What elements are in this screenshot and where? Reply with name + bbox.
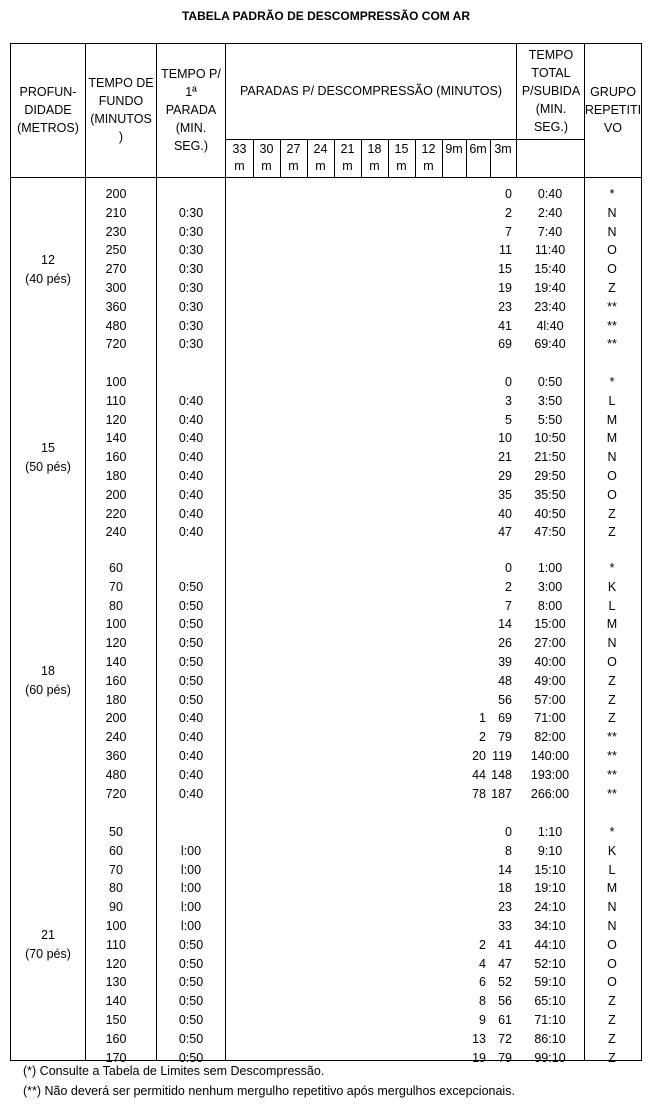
total-ascent-time-cell: 40:00 [534, 655, 566, 669]
stop-depth-label: 3m [494, 142, 512, 156]
repetitive-group-cell: * [609, 825, 615, 839]
stop-6m-cell: 2 [479, 937, 486, 952]
stop-depth-label: 24 m [313, 142, 328, 173]
repetitive-group-cell: O [607, 487, 617, 502]
total-ascent-time-cell: 59:10 [534, 975, 566, 990]
bottom-time-cell: 110 [106, 937, 126, 952]
total-ascent-time-cell: 11:40 [534, 243, 566, 258]
first-stop-time-cell: 0:50 [178, 1031, 204, 1046]
first-stop-time-cell: 0:50 [178, 692, 204, 707]
bottom-time-cell: 100 [105, 919, 127, 933]
repetitive-group-cell: K [607, 843, 617, 858]
bottom-time-cell: 80 [109, 881, 123, 896]
total-ascent-time-cell: 3:00 [537, 579, 563, 594]
repetitive-group-cell: Z [608, 711, 616, 726]
first-stop-time-cell: 0:50 [178, 636, 204, 651]
total-ascent-time-cell: 15:10 [534, 862, 566, 877]
repetitive-group-cell: M [606, 431, 618, 446]
total-ascent-time-cell: 27:00 [534, 636, 566, 651]
bottom-time-cell: 360 [105, 299, 127, 314]
first-stop-time-cell: 0:50 [178, 1050, 204, 1065]
total-ascent-time-cell: 49:00 [534, 673, 566, 688]
total-ascent-time-cell: 69:40 [534, 337, 566, 352]
repetitive-group-cell: N [607, 636, 617, 651]
stop-3m-cell: 2 [505, 579, 512, 594]
repetitive-group-cell: Z [608, 1013, 616, 1027]
bottom-time-cell: 70 [109, 862, 123, 877]
bottom-time-cell: 140 [105, 431, 127, 446]
stop-6m-cell: 4 [479, 956, 486, 971]
stop-6m-cell: 2 [479, 730, 486, 745]
repetitive-group-cell: N [607, 205, 617, 220]
depth-feet: (70 pés) [25, 947, 71, 962]
first-stop-time-cell: l:00 [180, 900, 202, 915]
bottom-time-cell: 220 [105, 506, 127, 521]
stop-6m-cell: 1 [479, 711, 486, 726]
column-line [156, 43, 157, 1060]
bottom-time-cell: 80 [109, 598, 123, 613]
stop-3m-cell: 79 [498, 730, 512, 745]
stop-6m-cell: 9 [479, 1013, 486, 1027]
bottom-time-cell: 480 [105, 318, 127, 333]
stop-3m-cell: 52 [498, 975, 512, 990]
repetitive-group-cell: ** [607, 318, 617, 333]
repetitive-group-cell: Z [608, 1050, 616, 1065]
total-ascent-time-cell: 10:50 [534, 431, 566, 446]
stop-6m-cell: 13 [472, 1031, 486, 1046]
stop-3m-cell: 35 [498, 487, 512, 502]
bottom-time-cell: 100 [105, 617, 127, 632]
first-stop-time-cell: 0:50 [178, 1013, 204, 1027]
stop-depth-label: 27 m [286, 142, 301, 173]
bottom-time-cell: 180 [105, 692, 127, 707]
stop-3m-cell: 40 [498, 506, 512, 521]
total-ascent-time-cell: 3:50 [537, 393, 563, 408]
stop-3m-cell: 14 [498, 862, 512, 877]
total-ascent-time-cell: 9:10 [537, 843, 563, 858]
repetitive-group-cell: Z [608, 525, 616, 540]
bottom-time-cell: 240 [105, 730, 127, 745]
first-stop-time-cell: 0:50 [178, 956, 204, 971]
repetitive-group-cell: ** [607, 337, 617, 352]
stop-3m-cell: 39 [498, 655, 512, 669]
repetitive-group-cell: ** [607, 299, 617, 314]
bottom-time-cell: 200 [105, 187, 127, 201]
total-ascent-time-cell: 99:10 [534, 1050, 566, 1065]
bottom-time-cell: 110 [106, 393, 126, 408]
first-stop-time-cell: 0:40 [178, 431, 204, 446]
repetitive-group-cell: O [607, 469, 617, 483]
first-stop-time-cell: 0:50 [178, 994, 204, 1009]
column-line [10, 43, 11, 1060]
repetitive-group-cell: M [606, 881, 618, 896]
decompression-table [10, 43, 642, 1065]
depth-meters: 21 [41, 928, 55, 943]
first-stop-time-cell: 0:40 [178, 767, 204, 782]
total-ascent-time-cell: 8:00 [537, 598, 563, 613]
first-stop-time-cell: 0:40 [178, 487, 204, 502]
repetitive-group-cell: K [607, 579, 617, 594]
header-bottom-line [10, 177, 642, 178]
repetitive-group-cell: L [608, 862, 616, 877]
total-ascent-time-cell: 44:10 [534, 937, 566, 952]
first-stop-time-cell: 0:50 [178, 579, 204, 594]
bottom-time-cell: 160 [105, 1031, 127, 1046]
first-stop-time-cell: 0:30 [178, 205, 204, 220]
total-ascent-time-cell: 15:40 [534, 262, 566, 277]
total-ascent-time-cell: 5:50 [537, 412, 563, 427]
column-line [516, 43, 517, 177]
bottom-time-cell: 240 [105, 525, 127, 540]
column-line [641, 43, 642, 1060]
bottom-time-cell: 120 [105, 956, 127, 971]
stop-6m-cell: 20 [472, 749, 486, 763]
bottom-time-cell: 720 [105, 337, 127, 352]
total-ascent-time-cell: 35:50 [534, 487, 566, 502]
total-ascent-time-cell: 52:10 [534, 956, 566, 971]
repetitive-group-cell: L [608, 393, 616, 408]
total-ascent-time-cell: 40:50 [534, 506, 566, 521]
stop-3m-cell: 33 [498, 919, 512, 933]
total-ascent-time-cell: 34:10 [534, 919, 566, 933]
stop-3m-cell: 56 [498, 994, 512, 1009]
first-stop-time-cell: 0:30 [178, 281, 204, 295]
column-line [584, 43, 585, 1060]
total-ascent-time-cell: 71:00 [534, 711, 566, 726]
total-ascent-time-cell: 7:40 [537, 224, 563, 239]
first-stop-time-cell: 0:30 [178, 224, 204, 239]
bottom-time-cell: 140 [105, 655, 127, 669]
stop-3m-cell: 23 [498, 900, 512, 915]
total-ascent-time-cell: 1:00 [537, 561, 563, 575]
repetitive-group-cell: N [607, 919, 617, 933]
first-stop-time-cell: 0:40 [178, 786, 204, 801]
repetitive-group-cell: ** [607, 767, 617, 782]
depth-meters: 12 [41, 252, 55, 267]
stop-depth-label: 6m [469, 142, 487, 156]
column-line [225, 43, 226, 1060]
first-stop-time-cell: 0:40 [178, 412, 204, 427]
first-stop-time-cell: 0:30 [178, 243, 204, 258]
footnote-2: (**) Não deverá ser permitido nenhum mergulho repetitivo após mergulhos excepcionais. [23, 1084, 515, 1098]
bottom-time-cell: 120 [105, 412, 127, 427]
total-ascent-time-cell: 57:00 [534, 692, 566, 707]
stop-3m-cell: 47 [498, 956, 512, 971]
header-tempo-primeira-parada: TEMPO P/ 1ª PARADA (MIN. SEG.) [161, 67, 221, 153]
repetitive-group-cell: M [606, 617, 618, 632]
total-ascent-time-cell: 86:10 [534, 1031, 566, 1046]
first-stop-time-cell: 0:40 [178, 711, 204, 726]
total-ascent-time-cell: 65:10 [534, 994, 566, 1009]
total-ascent-time-cell: 21:50 [534, 450, 566, 465]
bottom-time-cell: 90 [109, 900, 123, 915]
stop-3m-cell: 5 [505, 412, 512, 427]
repetitive-group-cell: Z [608, 1031, 616, 1046]
repetitive-group-cell: N [607, 224, 617, 239]
total-ascent-time-cell: 24:10 [534, 900, 566, 915]
bottom-time-cell: 60 [109, 561, 123, 575]
first-stop-time-cell: 0:30 [178, 318, 204, 333]
bottom-time-cell: 60 [109, 843, 123, 858]
repetitive-group-cell: Z [608, 673, 616, 688]
header-profundidade: PROFUN- DIDADE (METROS) [17, 85, 79, 135]
total-ascent-time-cell: 19:10 [534, 881, 566, 896]
stop-6m-cell: 44 [472, 767, 486, 782]
stop-depth-label: 12 m [421, 142, 436, 173]
header-paradas: PARADAS P/ DESCOMPRESSÃO (MINUTOS) [239, 84, 503, 98]
bottom-time-cell: 250 [105, 243, 127, 258]
bottom-time-cell: 140 [105, 994, 127, 1009]
first-stop-time-cell: 0:30 [178, 337, 204, 352]
repetitive-group-cell: O [607, 262, 617, 277]
repetitive-group-cell: L [608, 598, 616, 613]
stop-depth-label: 30 m [259, 142, 274, 173]
depth-feet: (40 pés) [25, 271, 71, 286]
bottom-time-cell: 210 [105, 205, 127, 220]
stop-3m-cell: 47 [498, 525, 512, 540]
bottom-time-cell: 120 [105, 636, 127, 651]
first-stop-time-cell: 0:50 [178, 975, 204, 990]
stop-3m-cell: 119 [492, 749, 512, 763]
bottom-time-cell: 160 [105, 450, 127, 465]
bottom-time-cell: 230 [105, 224, 127, 239]
first-stop-time-cell: 0:40 [178, 730, 204, 745]
repetitive-group-cell: O [607, 655, 617, 669]
stop-3m-cell: 18 [498, 881, 512, 896]
stop-depth-label: 21 m [340, 142, 355, 173]
total-ascent-time-cell: 19:40 [534, 281, 566, 295]
repetitive-group-cell: Z [608, 506, 616, 521]
first-stop-time-cell: 0:40 [178, 749, 204, 763]
stop-3m-cell: 56 [498, 692, 512, 707]
stop-3m-cell: 0 [505, 375, 512, 389]
stop-3m-cell: 0 [505, 561, 512, 575]
first-stop-time-cell: l:00 [180, 843, 202, 858]
depth-feet: (50 pés) [25, 459, 71, 474]
stop-3m-cell: 19 [498, 281, 512, 295]
first-stop-time-cell: l:00 [180, 881, 202, 896]
bottom-time-cell: 360 [105, 749, 127, 763]
bottom-time-cell: 480 [105, 767, 127, 782]
stop-3m-cell: 7 [505, 598, 512, 613]
stop-3m-cell: 23 [498, 299, 512, 314]
total-ascent-time-cell: 82:00 [534, 730, 566, 745]
stop-3m-cell: 0 [505, 825, 512, 839]
total-ascent-time-cell: 23:40 [534, 299, 566, 314]
header-tempo-total: TEMPO TOTAL P/SUBIDA (MIN. SEG.) [521, 48, 581, 134]
stop-6m-cell: 19 [472, 1050, 486, 1065]
repetitive-group-cell: Z [608, 994, 616, 1009]
stop-6m-cell: 78 [472, 786, 486, 801]
stop-3m-cell: 187 [491, 786, 512, 801]
stop-3m-cell: 69 [498, 711, 512, 726]
bottom-time-cell: 160 [105, 673, 127, 688]
bottom-time-cell: 130 [105, 975, 127, 990]
stop-3m-cell: 2 [505, 205, 512, 220]
total-ascent-time-cell: 193:00 [530, 767, 570, 782]
stop-depth-label: 18 m [367, 142, 382, 173]
bottom-time-cell: 70 [109, 579, 123, 594]
stop-3m-cell: 8 [505, 843, 512, 858]
repetitive-group-cell: N [607, 450, 617, 465]
total-ascent-time-cell: 266:00 [530, 786, 570, 801]
bottom-time-cell: 150 [105, 1013, 127, 1027]
first-stop-time-cell: 0:50 [178, 655, 204, 669]
first-stop-time-cell: 0:30 [178, 262, 204, 277]
total-ascent-time-cell: 15:00 [534, 617, 566, 632]
first-stop-time-cell: 0:40 [178, 525, 204, 540]
bottom-time-cell: 200 [105, 487, 127, 502]
stop-3m-cell: 0 [505, 187, 512, 201]
repetitive-group-cell: * [609, 187, 615, 201]
repetitive-group-cell: * [609, 561, 615, 575]
total-ascent-time-cell: 1:10 [537, 825, 563, 839]
first-stop-time-cell: 0:50 [178, 673, 204, 688]
stop-3m-cell: 41 [498, 318, 512, 333]
total-ascent-time-cell: 140:00 [530, 749, 570, 763]
bottom-time-cell: 180 [105, 469, 127, 483]
repetitive-group-cell: ** [607, 749, 617, 763]
stop-depth-label: 15 m [394, 142, 409, 173]
total-ascent-time-cell: 4l:40 [536, 318, 564, 333]
total-ascent-time-cell: 2:40 [537, 205, 563, 220]
stop-3m-cell: 72 [498, 1031, 512, 1046]
repetitive-group-cell: O [607, 975, 617, 990]
stop-3m-cell: 148 [491, 767, 512, 782]
first-stop-time-cell: l:00 [180, 862, 202, 877]
bottom-time-cell: 300 [105, 281, 127, 295]
header-grupo: GRUPO REPETITI VO [584, 85, 642, 135]
first-stop-time-cell: l:00 [180, 919, 202, 933]
repetitive-group-cell: ** [607, 730, 617, 745]
first-stop-time-cell: 0:50 [178, 617, 204, 632]
first-stop-time-cell: 0:40 [178, 506, 204, 521]
repetitive-group-cell: ** [607, 786, 617, 801]
stop-3m-cell: 14 [498, 617, 512, 632]
depth-feet: (60 pés) [25, 683, 71, 698]
first-stop-time-cell: 0:40 [178, 393, 204, 408]
stop-3m-cell: 61 [498, 1013, 512, 1027]
stop-3m-cell: 21 [498, 450, 512, 465]
stop-3m-cell: 26 [498, 636, 512, 651]
depth-meters: 18 [41, 664, 55, 679]
repetitive-group-cell: O [607, 937, 617, 952]
depth-meters: 15 [41, 440, 55, 455]
column-line [85, 43, 86, 1060]
header-tempo-fundo: TEMPO DE FUNDO (MINUTOS ) [88, 76, 154, 144]
stop-3m-cell: 48 [498, 673, 512, 688]
repetitive-group-cell: Z [608, 692, 616, 707]
total-ascent-time-cell: 71:10 [534, 1013, 566, 1027]
total-ascent-time-cell: 0:50 [537, 375, 563, 389]
stop-3m-cell: 11 [499, 243, 512, 258]
repetitive-group-cell: * [609, 375, 615, 389]
stop-3m-cell: 69 [498, 337, 512, 352]
total-ascent-time-cell: 29:50 [534, 469, 566, 483]
total-ascent-time-cell: 0:40 [537, 187, 563, 201]
stop-3m-cell: 29 [498, 469, 512, 483]
stop-3m-cell: 3 [505, 393, 512, 408]
bottom-time-cell: 200 [105, 711, 127, 726]
bottom-time-cell: 50 [109, 825, 123, 839]
repetitive-group-cell: N [607, 900, 617, 915]
stop-3m-cell: 7 [505, 224, 512, 239]
stop-3m-cell: 15 [498, 262, 512, 277]
repetitive-group-cell: Z [608, 281, 616, 295]
first-stop-time-cell: 0:40 [178, 450, 204, 465]
repetitive-group-cell: O [607, 243, 617, 258]
stop-3m-cell: 41 [498, 937, 512, 952]
stop-depth-label: 33 m [232, 142, 247, 173]
bottom-time-cell: 720 [105, 786, 127, 801]
stop-depth-label: 9m [445, 142, 463, 156]
first-stop-time-cell: 0:30 [178, 299, 204, 314]
first-stop-time-cell: 0:50 [178, 598, 204, 613]
footnote-1: (*) Consulte a Tabela de Limites sem Descompressão. [23, 1064, 325, 1078]
first-stop-time-cell: 0:50 [178, 937, 204, 952]
stop-6m-cell: 6 [479, 975, 486, 990]
bottom-time-cell: 100 [105, 375, 127, 389]
stop-3m-cell: 10 [498, 431, 512, 446]
total-ascent-time-cell: 47:50 [534, 525, 566, 540]
stop-3m-cell: 79 [498, 1050, 512, 1065]
bottom-time-cell: 170 [105, 1050, 127, 1065]
stop-6m-cell: 8 [479, 994, 486, 1009]
table-title: TABELA PADRÃO DE DESCOMPRESSÃO COM AR [181, 9, 470, 23]
first-stop-time-cell: 0:40 [178, 469, 204, 483]
bottom-time-cell: 270 [105, 262, 127, 277]
repetitive-group-cell: M [606, 412, 618, 427]
repetitive-group-cell: O [607, 956, 617, 971]
table-border-top [10, 43, 642, 44]
